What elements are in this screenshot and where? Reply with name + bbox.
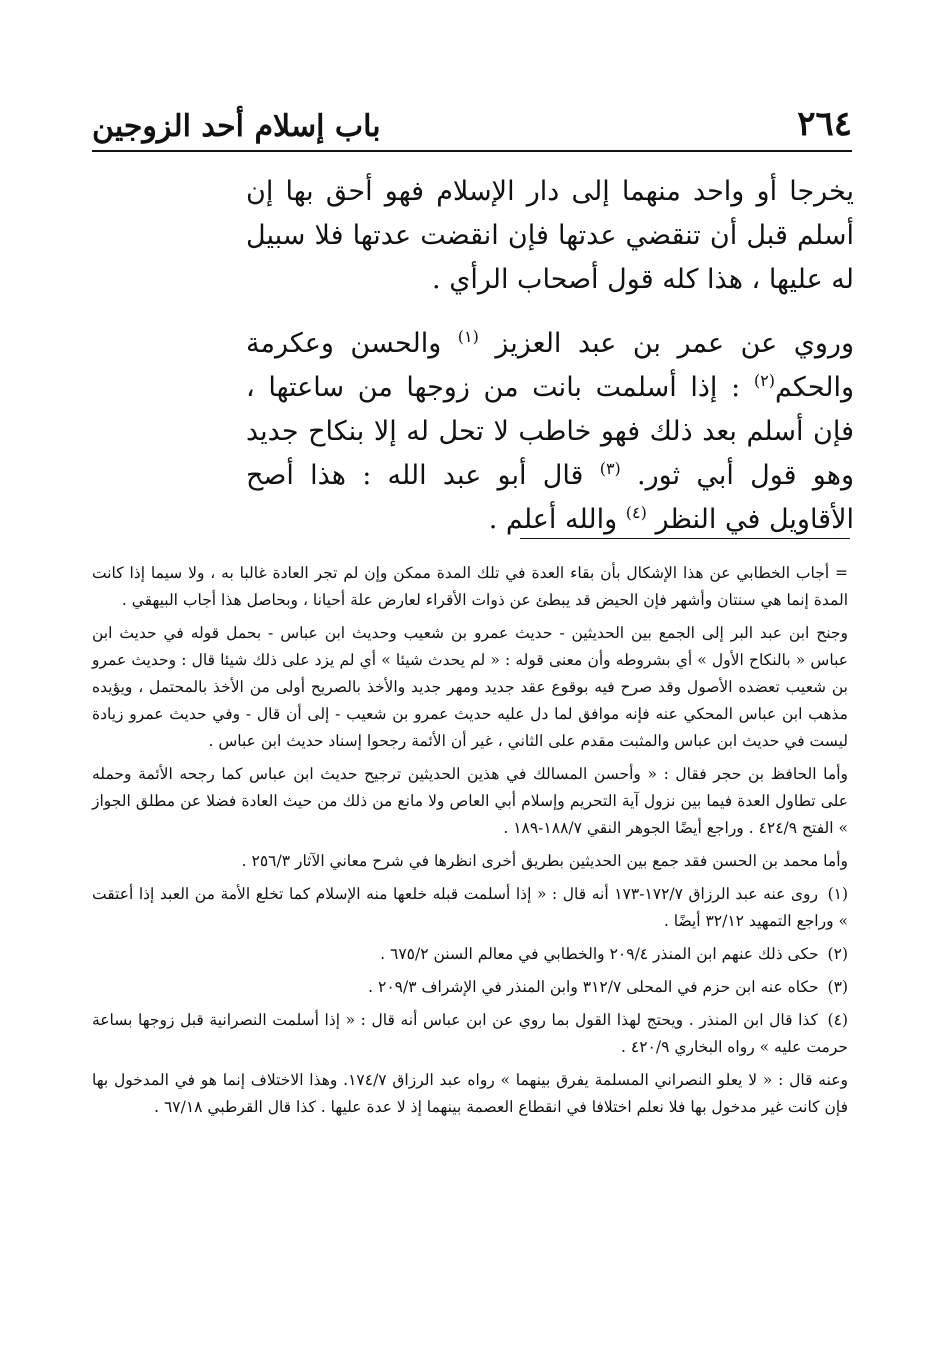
footnote-ref-4: (٤) bbox=[625, 503, 647, 522]
main-paragraph-2 bbox=[246, 322, 854, 542]
footnote-text: حكى ذلك عنهم ابن المنذر ٢٠٩/٤ والخطابي في معالم السنن ٦٧٥/٢ . bbox=[380, 945, 819, 963]
footnotes bbox=[92, 560, 848, 1127]
text-segment: والحسن وعكرمة والحكم bbox=[246, 328, 855, 403]
footnote-2 bbox=[92, 941, 848, 968]
chapter-title: باب إسلام أحد الزوجين bbox=[92, 109, 381, 144]
footnote-ref-1: (١) bbox=[457, 327, 479, 346]
footnote-text: روى عنه عبد الرزاق ١٧٢/٧-١٧٣ أنه قال : « إذا أسلمت قبله خلعها منه الإسلام كما تخلع الأمة من العبد إذا أعتقت » وراجع التمهيد ٣٢/١٢ أيضًا . bbox=[92, 885, 848, 930]
page-header bbox=[92, 92, 852, 144]
footnote-text: كذا قال ابن المنذر . ويحتج لهذا القول بما روي عن ابن عباس أنه قال : « إذا أسلمت النصرانية قبل زوجها بساعة حرمت عليه » رواه البخاري ٤٢٠/٩ . bbox=[92, 1011, 848, 1056]
footnote-continuation: = أجاب الخطابي عن هذا الإشكال بأن بقاء العدة في تلك المدة ممكن وإن لم تجر العادة غالبا به ، ولا سيما إذا كانت المدة إنما هي سنتان وأشهر فإن الحيض قد يبطئ عن ذوات الأقراء لعارض علة أحيانا ، وبحاصل هذا أجاب البيهقي . bbox=[92, 564, 848, 609]
text-segment: وروي عن عمر بن عبد العزيز bbox=[495, 328, 854, 359]
main-text bbox=[246, 170, 854, 542]
footnote-text: حكاه عنه ابن حزم في المحلى ٣١٢/٧ وابن المنذر في الإشراف ٢٠٩/٣ . bbox=[368, 978, 819, 996]
page-number: ٢٦٤ bbox=[797, 104, 852, 144]
text-segment: قال أبو عبد الله : هذا أصح الأقاويل في النظر bbox=[246, 460, 854, 535]
footnote-closing: وعنه قال : « لا يعلو النصراني المسلمة يفرق بينهما » رواه عبد الرزاق ١٧٤/٧. وهذا الاختلاف إنما هو في المدخول بها فإن كانت غير مدخول بها فلا نعلم اختلافا في انقطاع العصمة بينهما إذ لا عدة عليها . كذا قال القرطبي ٦٧/١٨ . bbox=[92, 1071, 848, 1116]
footnote-number: (١) bbox=[827, 885, 849, 903]
text-segment: : إذا أسلمت بانت من زوجها من ساعتها ، فإن أسلم بعد ذلك فهو خاطب لا تحل له إلا بنكاح جديد وهو قول أبي ثور. bbox=[246, 372, 854, 491]
footnote-4 bbox=[92, 1007, 848, 1061]
footnote-number: (٤) bbox=[827, 1011, 848, 1029]
footnote-ref-2: (٢) bbox=[753, 371, 775, 390]
footnote-continuation: وأما الحافظ بن حجر فقال : « وأحسن المسالك في هذين الحديثين ترجيح حديث ابن عباس كما رجحه الأئمة وحمله على تطاول العدة فيما بين نزول آية التحريم وإسلام أبي العاص ولا مانع من ذلك من حيث العادة فضلا عن مطلق الجواز » الفتح ٤٢٤/٩ . وراجع أيضًا الجوهر النقي ١٨٨/٧-١٨٩ . bbox=[92, 765, 848, 837]
text-segment: والله أعلم . bbox=[488, 504, 618, 535]
footnote-continuation: وأما محمد بن الحسن فقد جمع بين الحديثين بطريق أخرى انظرها في شرح معاني الآثار ٢٥٦/٣ . bbox=[241, 852, 848, 870]
header-divider bbox=[92, 150, 852, 152]
main-paragraph-1: يخرجا أو واحد منهما إلى دار الإسلام فهو أحق بها إن أسلم قبل أن تنقضي عدتها فإن انقضت عدتها فلا سبيل له عليها ، هذا كله قول أصحاب الرأي . bbox=[246, 176, 854, 295]
footnote-number: (٣) bbox=[827, 978, 848, 996]
footnote-3 bbox=[92, 974, 848, 1001]
footnote-ref-3: (٣) bbox=[599, 459, 621, 478]
footnote-number: (٢) bbox=[827, 945, 848, 963]
footnote-1 bbox=[92, 881, 848, 935]
footnote-continuation: وجنح ابن عبد البر إلى الجمع بين الحديثين - حديث عمرو بن شعيب وحديث ابن عباس - بحمل قوله في حديث ابن عباس « بالنكاح الأول » أي بشروطه وأن معنى قوله : « لم يحدث شيئا » أي لم يزد على ذلك شيئا قال : وحديث عمرو بن شعيب تعضده الأصول وقد صرح فيه بوقوع عقد جديد ومهر جديد والأخذ بالصريح أولى من الأخذ بالمحتمل ، ويؤيده مذهب ابن عباس المحكي عنه فإنه موافق لما دل عليه حديث عمرو بن شعيب - إلى أن قال - وفي حديث عمرو زيادة ليست في حديث ابن عباس والمثبت مقدم على الثاني ، غير أن الأئمة رجحوا إسناد حديث ابن عباس . bbox=[92, 624, 848, 750]
footnote-divider bbox=[520, 538, 850, 539]
